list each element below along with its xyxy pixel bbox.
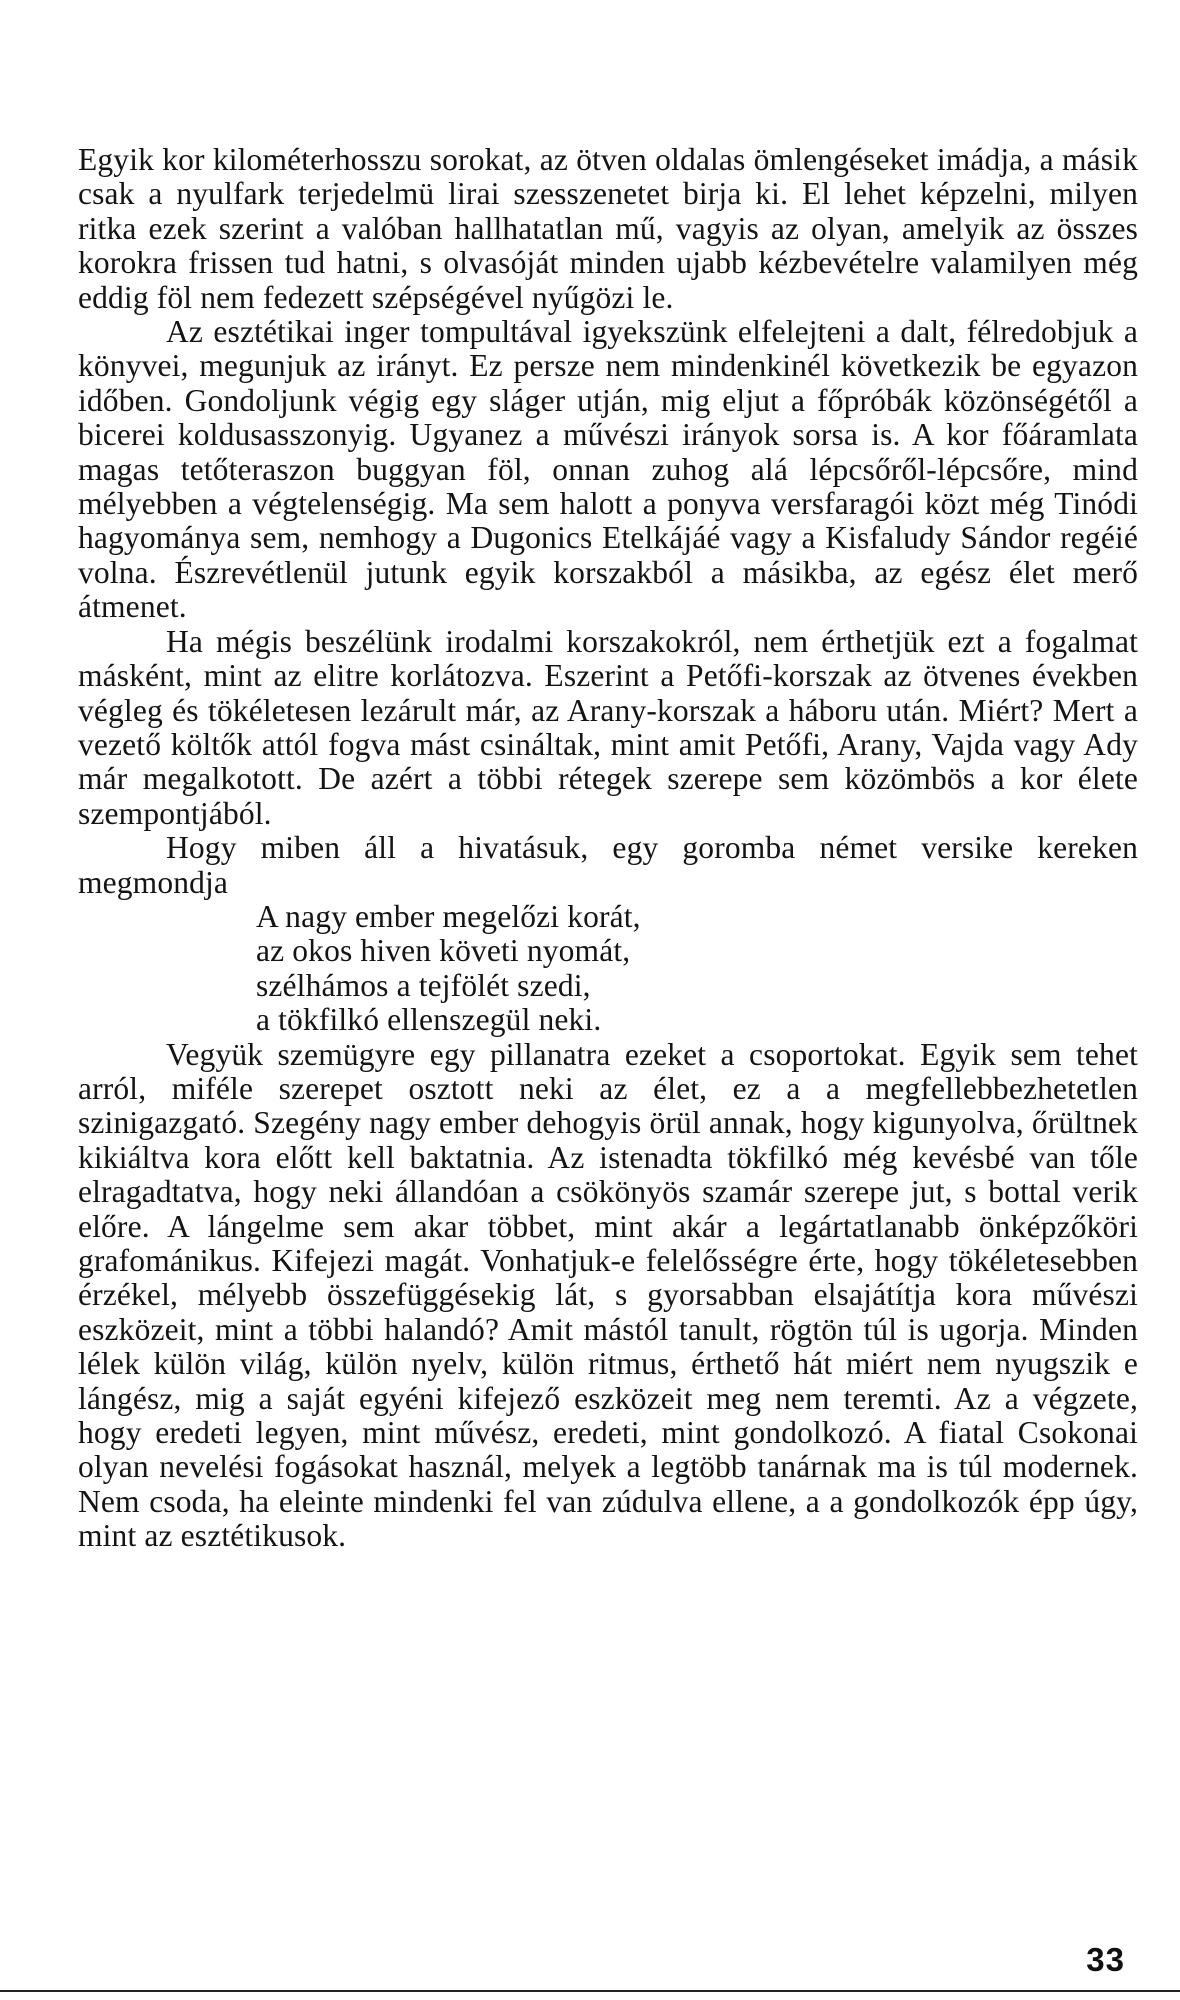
poem-line-1: A nagy ember megelőzi korát, bbox=[256, 898, 641, 934]
body-text bbox=[78, 143, 1138, 1554]
poem-line-2: az okos hiven követi nyomát, bbox=[256, 933, 631, 969]
paragraph-3: Ha mégis beszélünk irodalmi korszakokról, nem érthetjük ezt a fogalmat másként, mint az elitre korlátozva. Eszerint a Petőfi-korszak az ötvenes években végleg és tökéletesen lezárult már, az Arany-korszak a háboru után. Miért? Mert a vezető költők attól fogva mást csináltak, mint amit Petőfi, Arany, Vajda vagy Ady már megalkotott. De azért a többi rétegek szerepe sem közömbös a kor élete szempontjából. bbox=[78, 623, 1138, 831]
poem-line-3: szélhámos a tejfölét szedi, bbox=[256, 967, 591, 1003]
paragraph-2: Az esztétikai inger tompultával igyekszünk elfelejteni a dalt, félredobjuk a könyvei, megunjuk az irányt. Ez persze nem mindenkinél következik be egyazon időben. Gondoljunk végig egy sláger utján, mig eljut a főpróbák közönségétől a bicerei koldusasszonyig. Ugyanez a művészi irányok sorsa is. A kor főáramlata magas tetőteraszon buggyan föl, onnan zuhog alá lépcsőről-lépcsőre, mind mélyebben a végtelenségig. Ma sem halott a ponyva versfaragói közt még Tinódi hagyománya sem, nemhogy a Dugonics Etelkájáé vagy a Kisfaludy Sándor regéié volna. Észrevétlenül jutunk egyik korszakból a másikba, az egész élet merő átmenet. bbox=[78, 314, 1138, 625]
footer-rule bbox=[0, 1990, 1180, 1992]
paragraph-4: Hogy miben áll a hivatásuk, egy goromba német versike kereken megmondja bbox=[78, 830, 1138, 900]
paragraph-1: Egyik kor kilométerhosszu sorokat, az ötven oldalas ömlengéseket imádja, a másik csak a nyulfark terjedelmü lirai szesszenetet birja ki. El lehet képzelni, milyen ritka ezek szerint a valóban hallhatatlan mű, vagyis az olyan, amelyik az összes korokra frissen tud hatni, s olvasóját minden ujabb kézbevételre valamilyen még eddig föl nem fedezett szépségével nyűgözi le. bbox=[78, 142, 1138, 315]
paragraph-5: Vegyük szemügyre egy pillanatra ezeket a csoportokat. Egyik sem tehet arról, miféle szerepet osztott neki az élet, ez a a megfellebbezhetetlen szinigazgató. Szegény nagy ember dehogyis örül annak, hogy kigunyolva, őrültnek kikiáltva kora előtt kell baktatnia. Az istenadta tökfilkó még kevésbé van tőle elragadtatva, hogy neki állandóan a csökönyös szamár szerepe jut, s bottal verik előre. A lángelme sem akar többet, mint akár a legártatlanabb önképzőköri grafománikus. Kifejezi magát. Vonhatjuk-e felelősségre érte, hogy tökéletesebben érzékel, mélyebb összefüggésekig lát, s gyorsabban elsajátítja kora művészi eszközeit, mint a többi halandó? Amit mástól tanult, rögtön túl is ugorja. Minden lélek külön világ, külön nyelv, külön ritmus, érthető hát miért nem nyugszik e lángész, mig a saját egyéni kifejező eszközeit meg nem teremti. Az a végzete, hogy eredeti legyen, mint művész, eredeti, mint gondolkozó. A fiatal Csokonai olyan nevelési fogásokat használ, melyek a legtöbb tanárnak ma is túl modernek. Nem csoda, ha eleinte mindenki fel van zúdulva ellene, a a gondolkozók épp úgy, mint az esztétikusok. bbox=[78, 1036, 1138, 1554]
poem-line-4: a tökfilkó ellenszegül neki. bbox=[256, 1002, 602, 1038]
page-number: 33 bbox=[1086, 1941, 1125, 1978]
poem-quote bbox=[256, 900, 1138, 1038]
